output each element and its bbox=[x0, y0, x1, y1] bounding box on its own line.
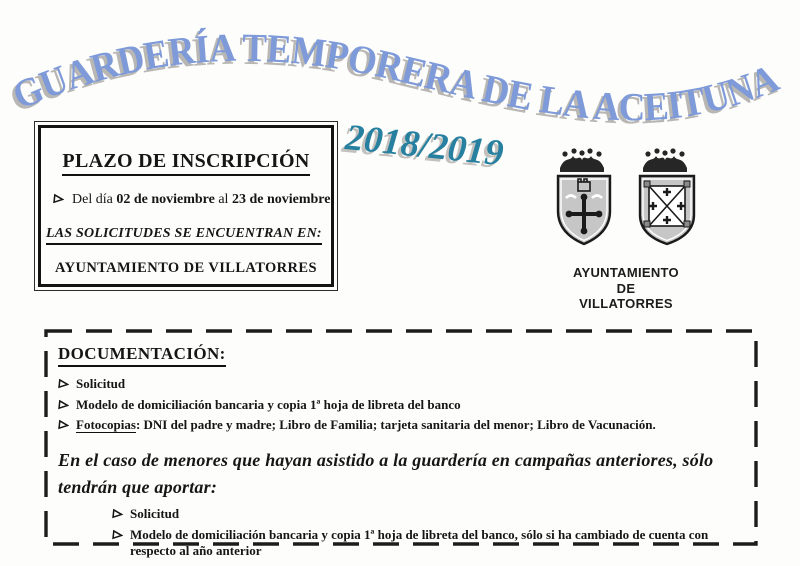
arrow-bullet-icon bbox=[58, 399, 70, 410]
coat-of-arms-icon bbox=[547, 145, 705, 255]
list-item bbox=[58, 397, 744, 414]
arrow-bullet-icon bbox=[112, 529, 124, 540]
documentation-content bbox=[44, 329, 758, 559]
date-end: 23 de noviembre bbox=[231, 192, 331, 207]
date-mid: al bbox=[214, 192, 232, 207]
list-item-text: Solicitud bbox=[130, 505, 180, 521]
list-item-text: Solicitud bbox=[76, 376, 126, 391]
documentation-box bbox=[44, 329, 758, 559]
right-shield-icon bbox=[640, 148, 694, 244]
municipal-crest-block bbox=[546, 145, 706, 312]
crest-caption-line1: AYUNTAMIENTO bbox=[573, 265, 679, 280]
list-item bbox=[112, 527, 744, 560]
returning-children-note: En el caso de menores que hayan asistido a la guardería en campañas anteriores, sólo tendrán que aportar: bbox=[58, 449, 714, 497]
list-item-text: Modelo de domiciliación bancaria y copia 1ª hoja de libreta del banco, sólo si ha cambiado de cuenta con respecto al año anterior bbox=[130, 526, 709, 559]
arrow-bullet-icon bbox=[58, 378, 70, 389]
documentation-heading bbox=[58, 339, 744, 367]
office-name: AYUNTAMIENTO DE VILLATORRES bbox=[55, 259, 317, 276]
inscription-date-line bbox=[53, 191, 331, 209]
list-item bbox=[58, 376, 744, 393]
crest-caption bbox=[546, 265, 706, 312]
list-item-text: Modelo de domiciliación bancaria y copia 1ª hoja de libreta del banco bbox=[76, 396, 461, 412]
inscription-dates-text bbox=[72, 191, 330, 209]
solicitudes-text: LAS SOLICITUDES SE ENCUENTRAN EN: bbox=[46, 226, 322, 245]
list-item-text: Fotocopias: DNI del padre y madre; Libro de Familia; tarjeta sanitaria del menor; Libro de Vacunación. bbox=[76, 417, 656, 433]
school-year: 2018/2019 bbox=[343, 116, 506, 175]
inscription-heading bbox=[41, 138, 331, 176]
crest-caption-line2: DE bbox=[616, 280, 636, 296]
date-start: 02 de noviembre bbox=[116, 192, 215, 207]
list-item bbox=[112, 506, 744, 523]
list-item bbox=[58, 417, 744, 434]
arrow-bullet-icon bbox=[53, 193, 65, 204]
arrow-bullet-icon bbox=[58, 420, 70, 431]
list-item-lead: Fotocopias bbox=[76, 417, 136, 433]
inscription-period-box bbox=[38, 125, 334, 287]
left-shield-icon bbox=[558, 148, 610, 244]
documentation-heading-text: DOCUMENTACIÓN: bbox=[58, 344, 226, 367]
arrow-bullet-icon bbox=[112, 508, 124, 519]
date-prefix: Del día bbox=[72, 192, 117, 207]
page-title: GUARDERÍA TEMPORERA DE LA ACEITUNA bbox=[6, 24, 787, 130]
crest-caption-line3: VILLATORRES bbox=[579, 296, 673, 312]
inscription-heading-text: PLAZO DE INSCRIPCIÓN bbox=[62, 150, 309, 176]
solicitudes-line bbox=[46, 224, 331, 245]
